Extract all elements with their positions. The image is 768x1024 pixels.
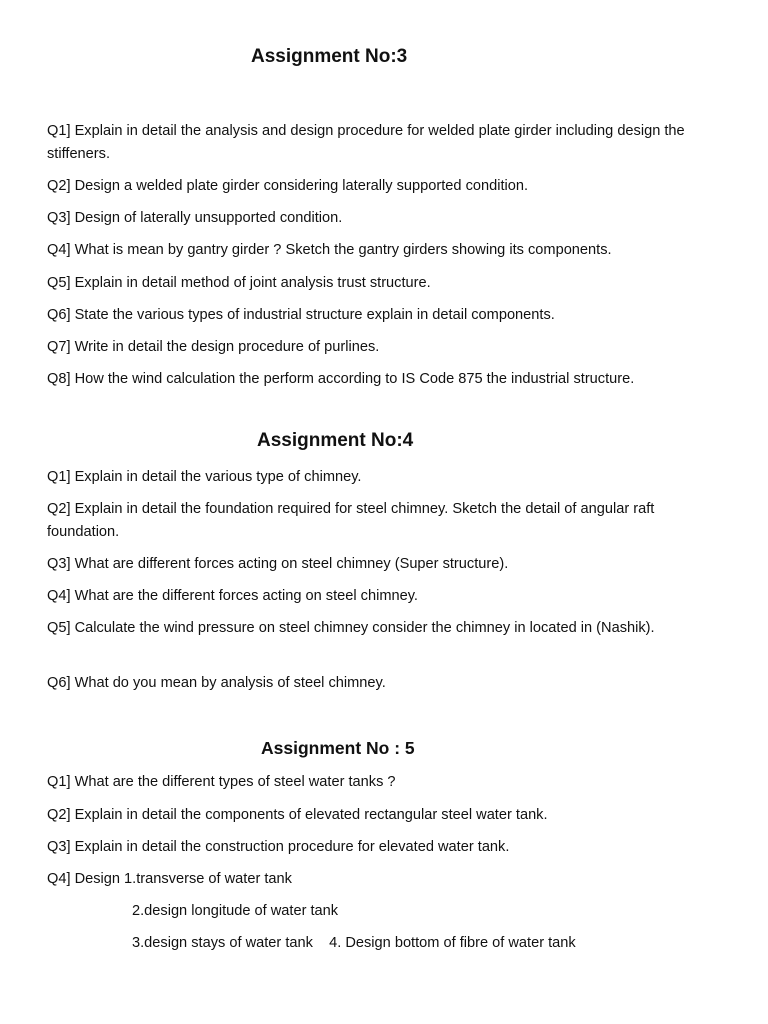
assignment-5-title: Assignment No : 5 (261, 738, 415, 758)
assignment-3-q4: Q4] What is mean by gantry girder ? Sketch the gantry girders showing its components. (47, 242, 612, 258)
assignment-5-q4-sub-item: 2.design longitude of water tank (132, 903, 339, 919)
assignment-5-q4-sub-item: 3.design stays of water tank 4. Design bottom of fibre of water tank (132, 935, 576, 951)
assignment-4-q2: Q2] Explain in detail the foundation required for steel chimney. Sketch the detail of angular raft foundation. (47, 501, 655, 540)
assignment-3-q8: Q8] How the wind calculation the perform according to IS Code 875 the industrial structure. (47, 371, 635, 387)
assignment-4-q4: Q4] What are the different forces acting on steel chimney. (47, 588, 418, 604)
assignment-3-q6: Q6] State the various types of industrial structure explain in detail components. (47, 307, 555, 323)
assignment-3-q1: Q1] Explain in detail the analysis and design procedure for welded plate girder including design the stiffeners. (47, 123, 685, 162)
assignment-3-q7: Q7] Write in detail the design procedure of purlines. (47, 339, 380, 355)
assignment-4-q3: Q3] What are different forces acting on steel chimney (Super structure). (47, 556, 509, 572)
assignment-5-q4: Q4] Design 1.transverse of water tank (47, 871, 292, 887)
assignment-4-q6: Q6] What do you mean by analysis of steel chimney. (47, 675, 386, 691)
assignment-5-q3: Q3] Explain in detail the construction procedure for elevated water tank. (47, 839, 510, 855)
assignment-4-q5: Q5] Calculate the wind pressure on steel chimney consider the chimney in located in (Nashik). (47, 620, 655, 636)
assignment-3-q5: Q5] Explain in detail method of joint analysis trust structure. (47, 275, 431, 291)
assignment-5-q1: Q1] What are the different types of steel water tanks ? (47, 774, 396, 790)
assignment-4-q1: Q1] Explain in detail the various type of chimney. (47, 469, 362, 485)
assignment-3-title: Assignment No:3 (251, 46, 408, 67)
assignment-5-q2: Q2] Explain in detail the components of elevated rectangular steel water tank. (47, 807, 548, 823)
assignment-3-q3: Q3] Design of laterally unsupported condition. (47, 210, 343, 226)
assignment-3-q2: Q2] Design a welded plate girder considering laterally supported condition. (47, 178, 529, 194)
assignment-4-title: Assignment No:4 (257, 430, 414, 451)
